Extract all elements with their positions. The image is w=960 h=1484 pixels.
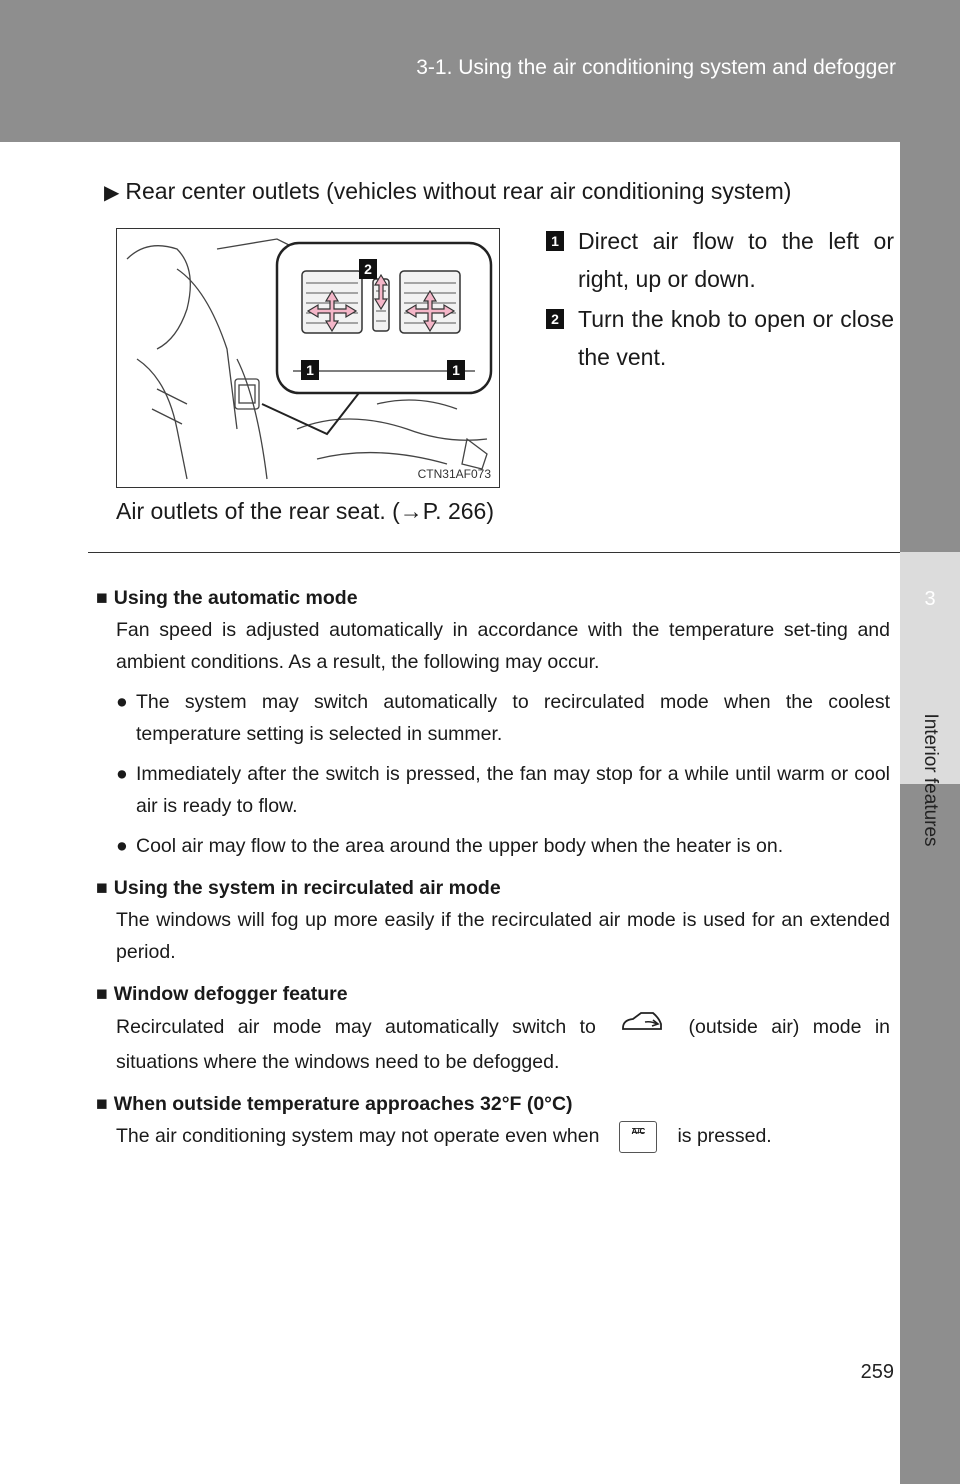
- chapter-number: 3: [924, 588, 936, 610]
- rear-outlet-illustration: [116, 228, 500, 488]
- note-outside-temp: [96, 1088, 890, 1153]
- note-title: [96, 1088, 890, 1120]
- note-body: [96, 1120, 890, 1153]
- callout-badge: 1: [546, 231, 564, 251]
- rear-outlet-drawing: [117, 229, 498, 486]
- notes-section: [96, 582, 890, 1163]
- ac-button-label: A/C: [631, 1126, 646, 1136]
- note-title-text: Using the automatic mode: [113, 587, 358, 609]
- figure-caption: Air outlets of the rear seat. (→P. 266): [116, 498, 494, 524]
- note-body: [96, 1010, 890, 1078]
- square-bullet-icon: ■: [96, 1093, 108, 1115]
- badge-2-label: 2: [364, 261, 372, 277]
- list-item: [96, 686, 890, 750]
- note-body-text: Recirculated air mode may automatically switch to: [116, 1016, 596, 1039]
- square-bullet-icon: ■: [96, 983, 108, 1005]
- figure-code: CTN31AF073: [417, 467, 491, 481]
- outside-air-icon: [619, 1010, 665, 1046]
- note-body-text: (outside air) mode in situations where the windows need to be defogged.: [116, 1016, 891, 1073]
- note-body: The windows will fog up more easily if the recirculated air mode is used for an extended period.: [116, 909, 890, 963]
- square-bullet-icon: ■: [96, 877, 108, 899]
- note-title-text: Using the system in recirculated air mode: [113, 877, 501, 899]
- section-title: [104, 178, 791, 205]
- note-body-text: is pressed.: [677, 1125, 772, 1147]
- badge-1-right-label: 1: [452, 362, 460, 378]
- callout-text: Direct air flow to the left or right, up or down.: [578, 228, 894, 292]
- note-auto-mode: [96, 582, 890, 862]
- callout-badge: 2: [546, 309, 564, 329]
- list-item: [96, 830, 890, 862]
- square-bullet-icon: ■: [96, 587, 108, 609]
- section-title-text: Rear center outlets (vehicles without rear air conditioning system): [125, 178, 792, 204]
- note-title: [96, 582, 890, 614]
- bullet-dot-icon: ●: [116, 691, 128, 713]
- bullet-text: The system may switch automatically to recirculated mode when the coolest temperature setting is selected in summer.: [136, 691, 890, 745]
- ac-button-icon: [619, 1121, 657, 1153]
- headrest-outline: [127, 246, 190, 349]
- note-title-text: Window defogger feature: [113, 983, 348, 1005]
- bullet-text: Immediately after the switch is pressed, the fan may stop for a while until warm or cool air is ready to flow.: [136, 763, 890, 817]
- page-number: 259: [860, 1361, 894, 1383]
- chapter-label-text: Interior features: [920, 713, 941, 847]
- callout-text: Turn the knob to open or close the vent.: [578, 306, 894, 370]
- page-header: [0, 0, 960, 142]
- bullet-dot-icon: ●: [116, 763, 128, 785]
- callout-list: [522, 222, 894, 378]
- bullet-text: Cool air may flow to the area around the upper body when the heater is on.: [136, 835, 784, 857]
- note-recirculated: [96, 872, 890, 968]
- note-body-text: The air conditioning system may not operate even when: [116, 1125, 600, 1147]
- callout-item: [522, 222, 894, 298]
- note-title: [96, 872, 890, 904]
- divider: [88, 552, 900, 553]
- note-title: [96, 978, 890, 1010]
- badge-1-left-label: 1: [306, 362, 314, 378]
- note-body: Fan speed is adjusted automatically in accordance with the temperature set-ting and ambient conditions. As a result, the following may occur.: [116, 619, 890, 673]
- note-title-text: When outside temperature approaches 32°F (0°C): [113, 1093, 573, 1115]
- header-title: 3-1. Using the air conditioning system and defogger: [416, 56, 896, 79]
- callout-item: [522, 300, 894, 376]
- list-item: [96, 758, 890, 822]
- note-defogger: [96, 978, 890, 1078]
- bullet-dot-icon: ●: [116, 835, 128, 857]
- pointer-arrow-icon: ▶: [104, 182, 120, 204]
- chapter-label: [905, 680, 955, 880]
